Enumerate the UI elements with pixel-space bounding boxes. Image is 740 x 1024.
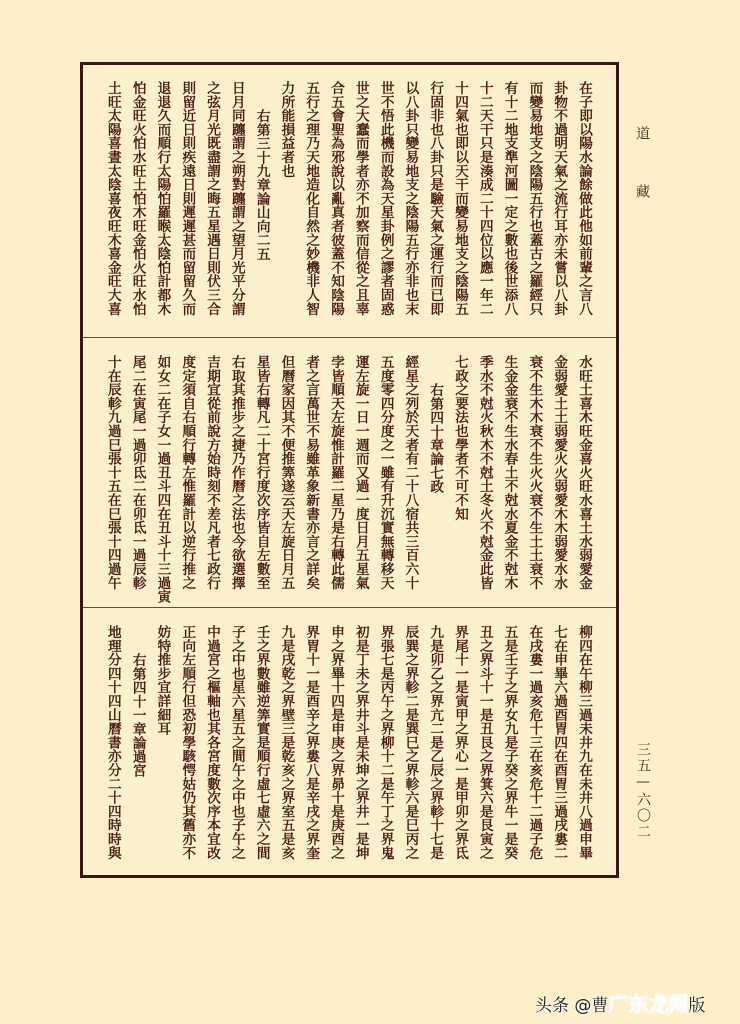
- text-column: 水旺土喜木旺金喜火旺水喜土水弱愛金: [576, 355, 592, 590]
- watermark-prefix: 头条 @: [535, 996, 592, 1016]
- text-column: 申之界畢十四是申庚之界昴十是庚酉之: [328, 625, 345, 860]
- chapter-heading: 右第四十章論七政: [427, 383, 444, 494]
- text-column: 界張七是丙午之界柳十二是午丁之界鬼: [377, 625, 394, 860]
- text-column: 力所能損益者也: [278, 81, 295, 178]
- text-column: 七在申畢六過酉胃四在酉胃三過戌婁二: [551, 625, 568, 860]
- watermark: [535, 988, 705, 1017]
- text-column: 以八卦只變易地支之陰陽五行亦非也末: [402, 81, 419, 316]
- text-column: 中過宮之樞軸也其各宮度數次序本宜改: [204, 625, 221, 860]
- text-column: 者之言萬世不易雖革象新書亦言之詳矣: [303, 355, 320, 590]
- text-column: 壬之界數雖逆筭實是順行虛七虛六之間: [253, 625, 270, 860]
- text-panel-top: [83, 65, 616, 337]
- chapter-heading: 右第三十九章論山向二五: [253, 109, 270, 261]
- text-column: 五行之理乃天地造化自然之妙機非人智: [303, 81, 320, 316]
- text-column: 世不悟此機而設為天星卦例之謬者固惑: [377, 81, 394, 316]
- text-column: 吉期宜從前說方始時刻不差凡者七政行: [204, 355, 221, 590]
- text-column: 右取其推步之捷乃作曆之法也今欲選擇: [228, 355, 245, 590]
- text-column: 五是壬子之界女九是子癸之界牛一是癸: [501, 625, 518, 860]
- text-column: 合五會聖為邪說以亂真者彼蓋不知陰陽: [328, 81, 345, 316]
- text-column: 運左旋一日一週而又過一度日月五星氣: [352, 355, 369, 590]
- text-column: 卦物不過明天氣之流行耳亦未嘗以八卦: [551, 81, 568, 316]
- text-column: 經星之列於天者有二十八宿共三百六十: [402, 355, 419, 590]
- text-column: 七政之要法也學者不可不知: [452, 355, 469, 521]
- text-columns: [100, 625, 596, 860]
- text-column: 金弱愛土土弱愛火火弱愛木木弱愛水水: [551, 355, 568, 590]
- text-column: 則留近日則疾遠日則遲遲甚而留留久而: [179, 81, 196, 316]
- text-column: 界胃十一是酉辛之界婁八是辛戌之界奎: [303, 625, 320, 860]
- text-column: 如女二在子女一過丑斗四在丑斗十三過寅: [154, 355, 171, 604]
- text-column: 子之中也星六星五之間午之中也子午之: [228, 625, 245, 860]
- text-column: 地理分四十四山曆書亦分二十四時時與: [104, 625, 121, 860]
- text-columns: [100, 355, 596, 603]
- text-column: 退退久而順行太陽怕羅睺太陰怕計都木: [154, 81, 171, 316]
- text-panel-bottom: [83, 609, 616, 875]
- text-column: 生金金衰不生水春土不尅水夏金不尅木: [501, 355, 518, 590]
- text-column: 而變易地支之陰陽五行也蓋古之羅經只: [526, 81, 543, 316]
- text-column: 柳四在午柳三過未井九在未井八過申畢: [576, 625, 592, 860]
- text-column: 妨特推步宜詳細耳: [154, 625, 171, 736]
- text-column: 日月同躔謂之朔對躔謂之望月光平分謂: [228, 81, 245, 316]
- text-column: 十四氣也即以天干而變易地支之陰陽五: [452, 81, 469, 316]
- chapter-heading: 右第四十一章論過宮: [129, 653, 146, 778]
- text-column: 尾二在寅尾一過卯氐二在卯氐一過辰軫: [129, 355, 146, 590]
- text-column: 世之大蠢而學者亦不加察而信從之且辜: [352, 81, 369, 316]
- text-column: 正向左順行但恐初學駭愕姑仍其舊亦不: [179, 625, 196, 860]
- text-column: 五度零四分度之一雖有升沉實無轉移天: [377, 355, 394, 590]
- text-column: 界尾十一是寅甲之界心一是甲卯之界氐: [452, 625, 469, 860]
- text-column: 九是戌乾之界壁三是乾亥之界室五是亥: [278, 625, 295, 860]
- text-column: 有十二地支準河圖一定之數也後世添八: [501, 81, 518, 316]
- watermark-suffix: 版: [688, 996, 706, 1016]
- page-frame: [80, 62, 619, 878]
- collection-title: 道藏: [634, 126, 650, 242]
- text-column: 衰不生木木衰不生火火衰不生土土衰不: [526, 355, 543, 590]
- text-columns: [100, 81, 596, 316]
- text-panel-middle: [83, 339, 616, 607]
- text-column: 在戌婁一過亥危十三在亥危十二過子危: [526, 625, 543, 860]
- text-column: 在子即以陽水論餘做此他如前輩之言八: [576, 81, 592, 316]
- watermark-partial: 曹: [591, 996, 609, 1016]
- text-column: 辰巽之界軫二是巽巳之界軫六是巳丙之: [402, 625, 419, 860]
- text-column: 行固非也八卦只是驗天氣之運行而已即: [427, 81, 444, 316]
- text-column: 十二天干只是湊成二十四位以應一年二: [476, 81, 493, 316]
- text-column: 孛皆順天左旋惟計羅二星乃是右轉此儒: [328, 355, 345, 590]
- panel-divider: [83, 607, 616, 608]
- watermark-brand: 广东龙网: [608, 992, 689, 1016]
- page-number: 三五—六〇二: [635, 742, 651, 840]
- panel-divider: [83, 337, 616, 338]
- text-column: 度定須自右順行轉左惟羅計以逆行推之: [179, 355, 196, 590]
- text-column: 十在辰軫九過巳張十五在巳張十四過午: [104, 355, 121, 590]
- text-column: 初是丁未之界井斗是未坤之界井一是坤: [352, 625, 369, 860]
- text-column: 星皆右轉凡二十宮行度次序皆自左數至: [253, 355, 270, 590]
- text-column: 九是卯乙之界亢二是乙辰之界軫十七是: [427, 625, 444, 860]
- text-column: 之弦月光既盡謂之晦五星遇日則伏三合: [204, 81, 221, 316]
- text-column: 季水不尅火秋木不尅土冬火不尅金此皆: [476, 355, 493, 590]
- text-column: 怕金旺火怕水旺土怕木旺金怕火旺水怕: [129, 81, 146, 316]
- text-column: 土旺太陽喜晝太陰喜夜旺木喜金旺大喜: [104, 81, 121, 316]
- text-column: 丑之界斗十一是丑艮之界箕六是艮寅之: [476, 625, 493, 860]
- text-column: 但曆家因其不便推筭遂云天左旋日月五: [278, 355, 295, 590]
